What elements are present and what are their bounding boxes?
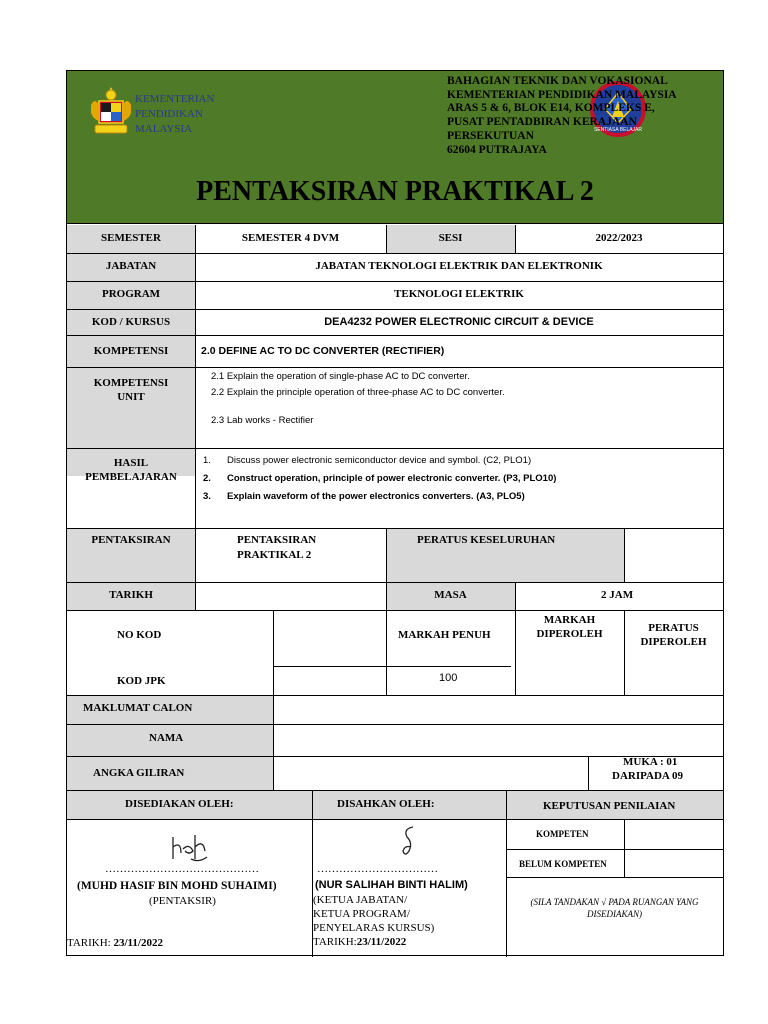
address-line: PERSEKUTUAN xyxy=(447,129,534,142)
ministry-logo-text xyxy=(135,92,214,137)
no-kod-field[interactable] xyxy=(274,610,386,666)
kompetensi-unit-item: 2.3 Lab works - Rectifier xyxy=(211,415,314,426)
tarikh-field[interactable] xyxy=(196,582,386,610)
approver-date-label: TARIKH: xyxy=(313,936,357,948)
peratus-keseluruhan-field[interactable] xyxy=(625,528,723,582)
divider xyxy=(67,335,723,336)
pentaksiran-label: PENTAKSIRAN xyxy=(91,534,171,546)
daripada-label: DARIPADA 09 xyxy=(612,770,683,782)
divider xyxy=(67,790,723,791)
form-header xyxy=(67,71,723,224)
pentaksiran-value-2: PRAKTIKAL 2 xyxy=(237,549,312,561)
divider xyxy=(506,877,723,878)
masa-value: 2 JAM xyxy=(601,589,634,601)
peratus-diperoleh-label-2: DIPEROLEH xyxy=(640,636,707,648)
kompetensi-unit-label-2: UNIT xyxy=(117,391,145,403)
outcome-text: Explain waveform of the power electronics converters. (A3, PLO5) xyxy=(227,491,525,502)
divider xyxy=(67,309,723,310)
peratus-diperoleh-label-1: PERATUS xyxy=(648,622,699,634)
outcome-number: 3. xyxy=(203,491,211,502)
approver-role-3: PENYELARAS KURSUS) xyxy=(313,922,435,934)
tick-instruction-line: DISEDIAKAN) xyxy=(587,909,642,919)
divider xyxy=(67,367,723,368)
semester-label: SEMESTER xyxy=(101,232,161,244)
angka-giliran-label: ANGKA GILIRAN xyxy=(93,767,185,779)
tick-instruction-line: (SILA TANDAKAN √ PADA RUANGAN YANG xyxy=(530,897,699,907)
no-kod-label: NO KOD xyxy=(117,629,162,641)
assessment-form xyxy=(66,70,724,956)
jabatan-label: JABATAN xyxy=(105,260,157,272)
approver-name-open: ( xyxy=(315,879,319,891)
angka-giliran-field[interactable] xyxy=(274,756,588,790)
ministry-logo-line: KEMENTERIAN xyxy=(135,93,215,105)
approver-date xyxy=(313,936,406,949)
jabatan-value: JABATAN TEKNOLOGI ELEKTRIK DAN ELEKTRONIK xyxy=(315,260,603,272)
kompetensi-label: KOMPETENSI xyxy=(93,345,169,357)
preparer-signature-line: …………………………………… xyxy=(105,863,259,875)
muka-label: MUKA : 01 xyxy=(623,756,678,768)
address-line: PUSAT PENTADBIRAN KERAJAAN xyxy=(447,116,637,129)
kompetensi-unit-item: 2.1 Explain the operation of single-phase AC to DC converter. xyxy=(211,371,470,382)
emblem-motto: SENTIASA BELAJAR xyxy=(593,127,643,133)
kompeten-label: KOMPETEN xyxy=(536,829,589,839)
kursus-label: KOD / KURSUS xyxy=(91,316,171,328)
outcome-text: Discuss power electronic semiconductor device and symbol. (C2, PLO1) xyxy=(227,455,532,466)
markah-diperoleh-label-1: MARKAH xyxy=(543,614,596,626)
masa-label: MASA xyxy=(434,589,467,601)
divider xyxy=(195,225,196,610)
markah-penuh-value: 100 xyxy=(439,672,458,684)
approver-role-2: KETUA PROGRAM/ xyxy=(313,908,410,920)
kod-jpk-label: KOD JPK xyxy=(117,675,166,687)
address-line: BAHAGIAN TEKNIK DAN VOKASIONAL xyxy=(447,75,668,87)
disahkan-label: DISAHKAN OLEH: xyxy=(337,798,435,810)
markah-diperoleh-label-2: DIPEROLEH xyxy=(536,628,603,640)
preparer-role: (PENTAKSIR) xyxy=(149,895,216,907)
maklumat-calon-field[interactable] xyxy=(274,695,723,724)
markah-penuh-label: MARKAH PENUH xyxy=(398,629,491,641)
preparer-date xyxy=(67,937,163,950)
sesi-value: 2022/2023 xyxy=(595,232,643,244)
approver-date-value: 23/11/2022 xyxy=(356,936,407,948)
divider xyxy=(506,790,507,957)
address-line: KEMENTERIAN PENDIDIKAN MALAYSIA xyxy=(447,88,677,101)
divider xyxy=(515,582,516,610)
divider xyxy=(273,666,511,667)
approver-signature-icon xyxy=(397,823,421,863)
kompetensi-value: 2.0 DEFINE AC TO DC CONVERTER (RECTIFIER) xyxy=(201,345,445,357)
hasil-label-1: HASIL xyxy=(113,457,149,469)
address-block xyxy=(447,75,677,157)
maklumat-calon-label: MAKLUMAT CALON xyxy=(83,702,193,714)
nama-field[interactable] xyxy=(274,724,723,756)
preparer-signature-icon xyxy=(167,829,211,865)
program-label: PROGRAM xyxy=(101,288,161,300)
sesi-label: SESI xyxy=(438,232,463,244)
address-line: 62604 PUTRAJAYA xyxy=(447,143,547,156)
program-value: TEKNOLOGI ELEKTRIK xyxy=(394,288,524,300)
semester-value: SEMESTER 4 DVM xyxy=(241,232,340,244)
peratus-keseluruhan-label: PERATUS KESELURUHAN xyxy=(417,534,556,546)
approver-signature-line: …………………………… xyxy=(317,863,438,875)
tarikh-label: TARIKH xyxy=(109,589,153,601)
preparer-name: (MUHD HASIF BIN MOHD SUHAIMI) xyxy=(77,880,277,892)
outcome-number: 2. xyxy=(203,473,211,484)
disediakan-label: DISEDIAKAN OLEH: xyxy=(125,798,234,810)
outcome-text: Construct operation, principle of power electronic converter. (P3, PLO10) xyxy=(227,473,557,484)
divider xyxy=(67,582,723,583)
belum-kompeten-checkbox[interactable] xyxy=(625,850,723,877)
kompetensi-unit-item: 2.2 Explain the principle operation of three-phase AC to DC converter. xyxy=(211,387,505,398)
pentaksiran-value-1: PENTAKSIRAN xyxy=(237,534,317,546)
approver-role-1: (KETUA JABATAN/ xyxy=(313,894,408,906)
preparer-date-label: TARIKH: xyxy=(67,937,114,949)
approver-name xyxy=(315,879,468,892)
divider xyxy=(588,756,589,790)
divider xyxy=(67,281,723,282)
divider xyxy=(386,610,387,695)
ministry-logo-line: MALAYSIA xyxy=(135,123,193,135)
preparer-date-value: 23/11/2022 xyxy=(113,937,163,949)
ministry-logo-line: PENDIDIKAN xyxy=(135,108,203,120)
nama-label: NAMA xyxy=(149,732,184,744)
divider xyxy=(67,253,723,254)
kompeten-checkbox[interactable] xyxy=(625,820,723,849)
government-crest-icon xyxy=(87,83,135,139)
kompetensi-unit-label-1: KOMPETENSI xyxy=(93,377,169,389)
kursus-value: DEA4232 POWER ELECTRONIC CIRCUIT & DEVICE xyxy=(324,316,594,328)
hasil-label-2: PEMBELAJARAN xyxy=(85,471,177,483)
address-line: ARAS 5 & 6, BLOK E14, KOMPLEKS E, xyxy=(447,102,655,115)
belum-kompeten-label: BELUM KOMPETEN xyxy=(519,859,607,869)
approver-name-text: NUR SALIHAH BINTI HALIM) xyxy=(318,879,468,891)
divider xyxy=(67,448,723,449)
outcome-number: 1. xyxy=(203,455,211,466)
page-title: PENTAKSIRAN PRAKTIKAL 2 xyxy=(196,176,594,207)
divider xyxy=(67,819,506,820)
keputusan-label: KEPUTUSAN PENILAIAN xyxy=(543,800,676,812)
tick-instruction xyxy=(506,896,723,920)
